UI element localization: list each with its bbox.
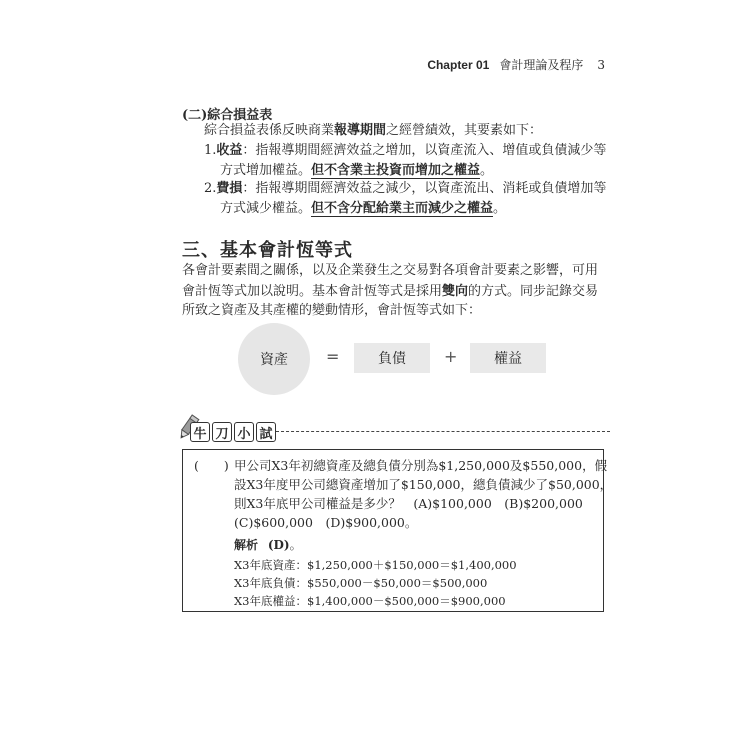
- equation-assets: 資產: [238, 323, 310, 395]
- calc-liabilities: X3年底負債：$550,000－$50,000＝$500,000: [234, 576, 488, 590]
- equation-equals: =: [326, 347, 340, 366]
- quiz-label-char: 小: [234, 422, 254, 442]
- section-3-para-line1: 各會計要素間之關係，以及企業發生之交易對各項會計要素之影響，可用: [182, 263, 599, 278]
- page-header: [427, 56, 605, 73]
- answer-label: 解析: [234, 538, 259, 552]
- question-line1: 甲公司X3年初總資產及總負債分別為$1,250,000及$550,000，假: [234, 458, 608, 473]
- quiz-divider: [276, 431, 610, 432]
- quiz-label-char: 牛: [190, 422, 210, 442]
- item-expense-line1: 2.費損：指報導期間經濟效益之減少，以資產流出、消耗或負債增加等: [204, 181, 607, 196]
- question-line3: 則X3年底甲公司權益是多少？ (A)$100,000 (B)$200,000: [234, 496, 583, 511]
- chapter-label: Chapter 01: [427, 58, 490, 72]
- calc-assets: X3年底資產：$1,250,000＋$150,000＝$1,400,000: [234, 558, 517, 572]
- quiz-header: [170, 412, 610, 442]
- equation-plus: +: [444, 347, 458, 366]
- section-2-intro: 綜合損益表係反映商業報導期間之經營績效，其要素如下：: [204, 123, 543, 138]
- answer-blank: ( ): [194, 458, 229, 473]
- section-3-para-line3: 所致之資產及其產權的變動情形，會計恆等式如下：: [182, 303, 482, 318]
- section-3-para-line2: 會計恆等式加以說明。基本會計恆等式是採用雙向的方式。同步記錄交易: [182, 284, 599, 299]
- equation-equity: 權益: [470, 343, 546, 373]
- chapter-title: 會計理論及程序: [499, 58, 584, 72]
- quiz-label-char: 試: [256, 422, 276, 442]
- section-2-title: (二)綜合損益表: [182, 108, 273, 123]
- equation-liabilities: 負債: [354, 343, 430, 373]
- item-revenue-line2: 方式增加權益。但不含業主投資而增加之權益。: [220, 163, 494, 178]
- item-expense-line2: 方式減少權益。但不含分配給業主而減少之權益。: [220, 201, 507, 216]
- page-number: 3: [597, 58, 605, 72]
- question-line2: 設X3年度甲公司總資產增加了$150,000，總負債減少了$50,000，: [234, 477, 613, 492]
- item-revenue-line1: 1.收益：指報導期間經濟效益之增加，以資產流入、增值或負債減少等: [204, 143, 607, 158]
- answer-value: (D): [267, 538, 290, 552]
- answer-line: 解析 (D)。: [234, 538, 302, 552]
- question-line4: (C)$600,000 (D)$900,000。: [234, 515, 418, 530]
- calc-equity: X3年底權益：$1,400,000－$500,000＝$900,000: [234, 594, 506, 608]
- section-3-heading: 三、基本會計恆等式: [182, 240, 353, 261]
- quiz-label-char: 刀: [212, 422, 232, 442]
